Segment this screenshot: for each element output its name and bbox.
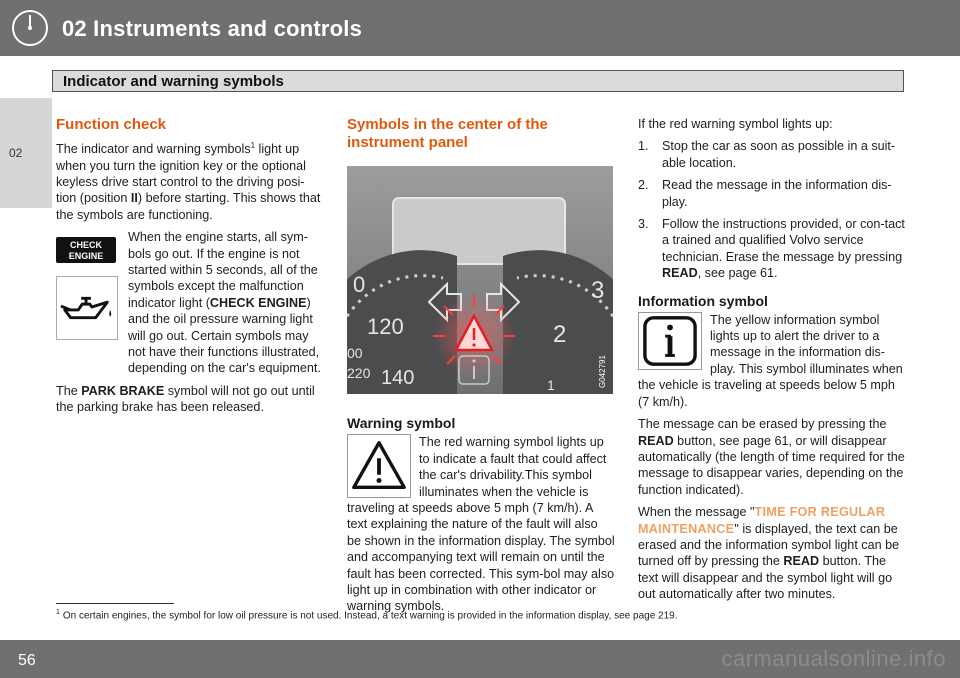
- step-number: 1.: [638, 139, 649, 154]
- red-warning-steps: [638, 138, 908, 281]
- read-button-label: READ: [783, 554, 820, 569]
- right-gauge-label-2: 2: [553, 321, 567, 348]
- oil-pressure-icon: [56, 276, 118, 340]
- check-engine-icon: [56, 237, 116, 263]
- engine-start-paragraph: [128, 229, 322, 377]
- chapter-side-tab: [0, 98, 52, 208]
- step-item: [638, 216, 908, 282]
- chapter-title: 02 Instruments and controls: [62, 16, 363, 41]
- column-red-warning-steps: [638, 116, 908, 609]
- warning-symbol-paragraph: The red warning symbol lights up to indicate a fault that could affect the car's drivability.This symbol illuminates when the vehicle is traveling at speeds above 5 mph (7 km/h). A text explaining the nature of the fault will also be shown in the information display. The symbol and accompanying text will remain on until the fault has been corrected. This sym-bol may also light up in combination with other indicator or warning symbols.: [347, 435, 615, 614]
- right-gauge-label-1: 3: [591, 277, 605, 304]
- engine-start-block: [56, 229, 322, 383]
- left-gauge-label-3: 00: [347, 345, 363, 361]
- icon-stack: [56, 229, 120, 344]
- step-text-end: , see page 61.: [697, 266, 778, 281]
- p3-text-a: The: [56, 383, 82, 398]
- function-check-heading: Function check: [56, 116, 167, 133]
- information-symbol-paragraph: The yellow information symbol lights up to alert the driver to a message in the information dis-play. This symbol illuminates when the vehicle is traveling at speeds below 5 mph (7 km/h).: [638, 312, 903, 409]
- maintenance-message-paragraph: [638, 504, 908, 602]
- left-gauge-label-1: 0: [353, 272, 366, 297]
- step-number: 3.: [638, 217, 649, 232]
- page-footer: [0, 640, 960, 678]
- erase-text-a: The message can be erased by pressing the: [638, 417, 887, 432]
- footnote-marker: 1: [56, 609, 60, 616]
- p1-text-b: light up when you turn the ignition key or the optional keyless drive start control to the driving posi-tion (position: [56, 142, 306, 206]
- check-engine-label: CHECK ENGINE: [209, 295, 307, 310]
- left-gauge-label-4: 220: [347, 365, 371, 381]
- warning-triangle-icon: [347, 434, 411, 498]
- p2-text-a: When the engine starts, all sym-bols go out. If the engine is not started within 5 seconds, all of the symbols except the malfunction indicator light (: [128, 230, 318, 310]
- maintenance-message: TIME FOR REGULAR MAINTENANCE: [638, 505, 886, 536]
- column-function-check: [56, 116, 322, 422]
- p1-text-c: ) before starting. This shows that the symbols are functioning.: [56, 191, 321, 222]
- msg-text-b: " is displayed, the text can be erased and the information symbol light can be turned off by pressing the: [638, 521, 900, 569]
- read-button-label: READ: [638, 433, 674, 448]
- section-header: [52, 70, 904, 92]
- footnote: [56, 606, 916, 622]
- msg-text-a: When the message ": [638, 505, 755, 520]
- footnote-divider: [56, 603, 174, 604]
- step-item: [638, 138, 908, 171]
- side-tab-label: 02: [9, 146, 23, 160]
- erase-message-paragraph: [638, 416, 908, 498]
- park-brake-label: PARK BRAKE: [81, 383, 165, 398]
- p1-text-a: The indicator and warning symbols: [56, 142, 251, 157]
- right-gauge-label-3: 1: [547, 377, 555, 393]
- footnote-text: On certain engines, the symbol for low oil pressure is not used. Instead, a text warning is provided in the information display, see page 219.: [62, 610, 678, 622]
- gauge-icon: [10, 8, 50, 48]
- column-center-symbols: [347, 116, 615, 621]
- left-gauge-label-5: 140: [381, 367, 415, 389]
- watermark: carmanualsonline.info: [721, 646, 946, 671]
- p3-text-b: symbol will not go out until the parking brake has been released.: [56, 383, 315, 415]
- page-number: 56: [18, 652, 36, 669]
- park-brake-paragraph: [56, 383, 322, 416]
- step-text: Follow the instructions provided, or con-tact a trained and qualified Volvo service technician. Erase the message by pressing: [662, 217, 905, 264]
- check-engine-text-2: ENGINE: [68, 251, 104, 262]
- ignition-position: II: [130, 191, 138, 206]
- footnote-ref: 1: [250, 141, 256, 150]
- erase-text-b: button, see page 61, or will disappear automatically (the length of time required for the message to disappear varies, depending on the function indicated).: [638, 433, 905, 497]
- information-symbol-icon: [638, 312, 702, 370]
- information-symbol-heading: Information symbol: [638, 292, 768, 309]
- chapter-header: [0, 0, 960, 56]
- warning-block: [347, 434, 615, 614]
- check-engine-text-1: CHECK: [69, 240, 103, 251]
- center-symbols-heading: Symbols in the center of the instrument panel: [347, 116, 548, 151]
- msg-text-c: button. The text will disappear and the symbol light will go out automatically after two minutes.: [638, 554, 893, 602]
- step-text: Read the message in the information dis-play.: [662, 178, 892, 209]
- step-item: [638, 177, 908, 210]
- section-title: Indicator and warning symbols: [63, 73, 284, 90]
- figure-code: G042791: [598, 355, 607, 388]
- step-number: 2.: [638, 178, 649, 193]
- instrument-panel-figure: [347, 166, 613, 394]
- red-warning-intro: If the red warning symbol lights up:: [638, 117, 833, 131]
- warning-symbol-heading: Warning symbol: [347, 415, 456, 432]
- function-check-paragraph: [56, 138, 322, 223]
- info-block: [638, 312, 908, 410]
- read-button-label: READ: [662, 266, 698, 281]
- left-gauge-label-2: 120: [367, 314, 404, 339]
- p2-text-b: ) and the oil pressure warning light will go out. Certain symbols may not have their functions illustrated, depending on the car's equipment.: [128, 295, 321, 376]
- step-text: Stop the car as soon as possible in a suit-able location.: [662, 139, 896, 170]
